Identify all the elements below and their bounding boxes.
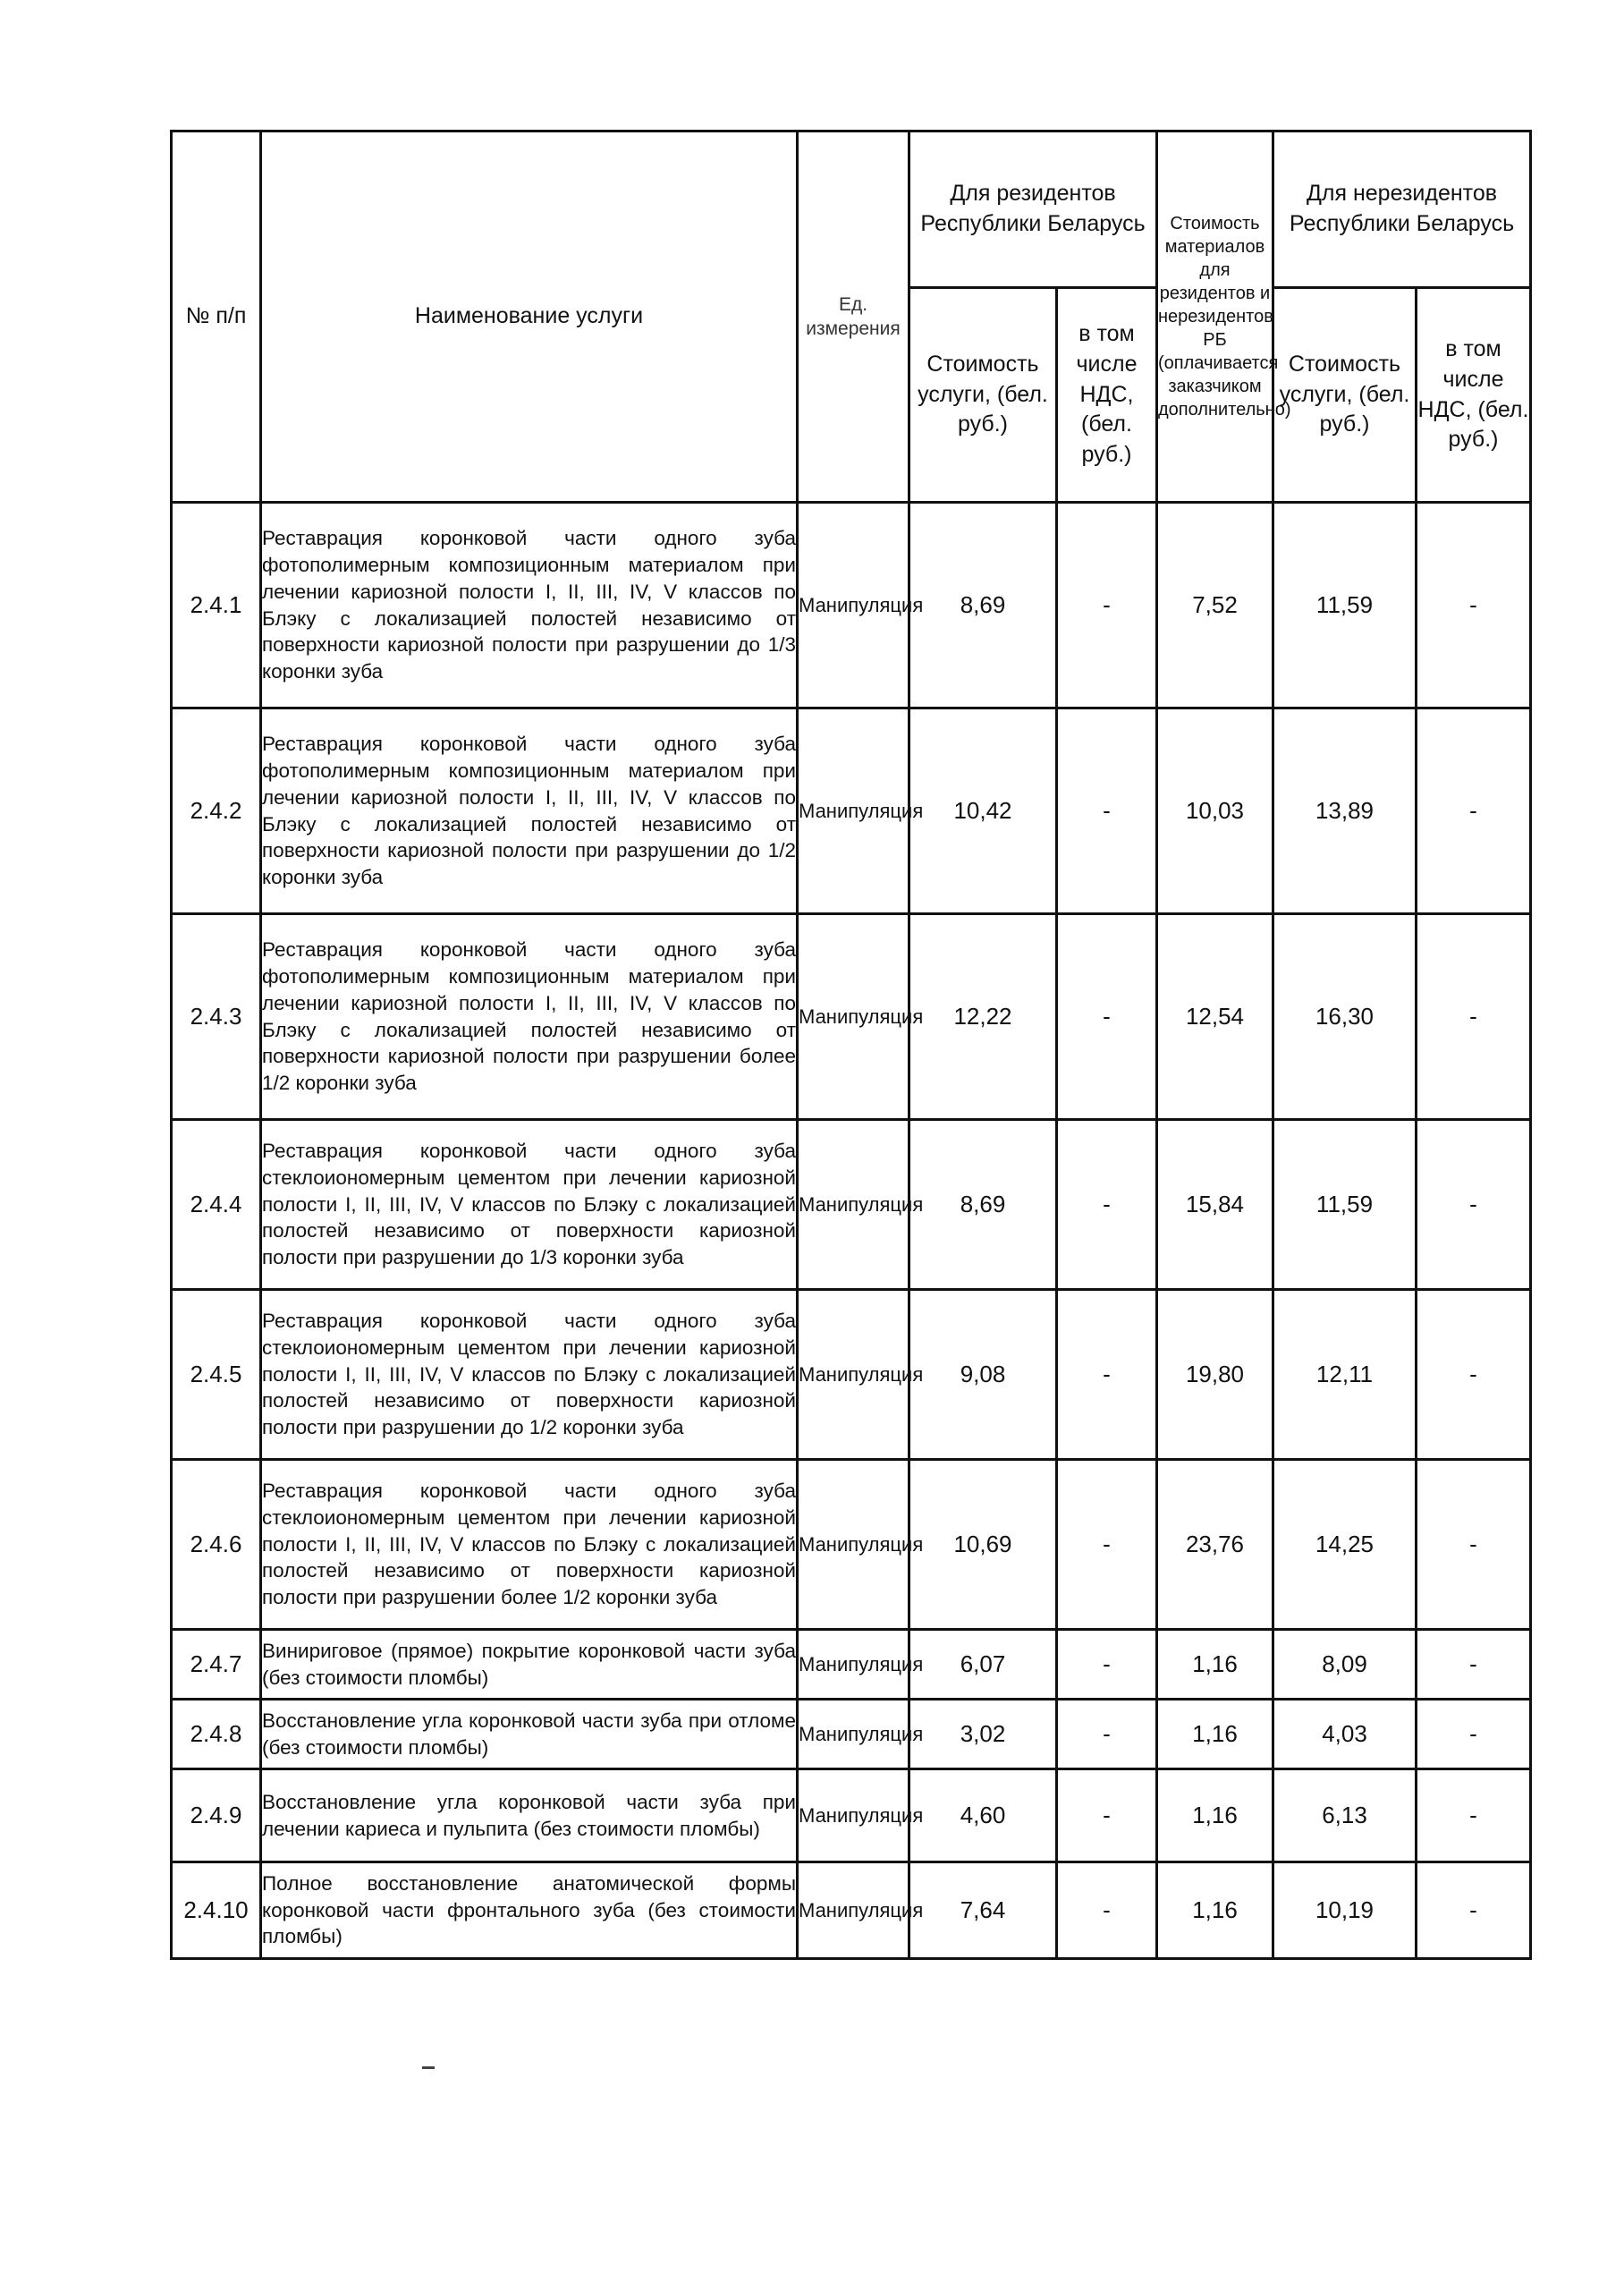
nonresident-cost: 12,11 xyxy=(1273,1290,1417,1460)
material-cost: 1,16 xyxy=(1157,1862,1273,1959)
table-row xyxy=(172,1290,1531,1460)
service-name: Восстановление угла коронковой части зуба при отломе (без стоимости пломбы) xyxy=(261,1700,798,1769)
resident-vat: - xyxy=(1057,1460,1157,1630)
unit-cell: Манипуляция xyxy=(798,503,909,708)
resident-vat: - xyxy=(1057,708,1157,914)
resident-vat: - xyxy=(1057,1290,1157,1460)
material-cost: 1,16 xyxy=(1157,1630,1273,1700)
material-cost: 7,52 xyxy=(1157,503,1273,708)
resident-cost: 8,69 xyxy=(909,503,1057,708)
nonresident-cost: 8,09 xyxy=(1273,1630,1417,1700)
table-row xyxy=(172,914,1531,1120)
service-name: Реставрация коронковой части одного зуба фотополимерным композиционным материалом при лечении кариозной полости I, II, III, IV, V классов по Блэку с локализацией полостей независимо от поверхности кариозной полости при разрушении до 1/2 коронки зуба xyxy=(261,708,798,914)
resident-cost: 10,69 xyxy=(909,1460,1057,1630)
resident-cost: 12,22 xyxy=(909,914,1057,1120)
nonresident-cost: 4,03 xyxy=(1273,1700,1417,1769)
header-name: Наименование услуги xyxy=(261,131,798,503)
row-number: 2.4.4 xyxy=(172,1120,261,1290)
header-residents-cost: Стоимость услуги, (бел. руб.) xyxy=(909,288,1057,503)
nonresident-vat: - xyxy=(1417,1120,1531,1290)
material-cost: 23,76 xyxy=(1157,1460,1273,1630)
resident-vat: - xyxy=(1057,1700,1157,1769)
header-material: Стоимость материалов для резидентов и нерезидентов РБ (оплачивается заказчиком дополнительно) xyxy=(1157,131,1273,503)
header-nonresidents-group: Для нерезидентов Республики Беларусь xyxy=(1273,131,1531,288)
row-number: 2.4.1 xyxy=(172,503,261,708)
nonresident-vat: - xyxy=(1417,708,1531,914)
nonresident-vat: - xyxy=(1417,1460,1531,1630)
service-name: Восстановление угла коронковой части зуба при лечении кариеса и пульпита (без стоимости пломбы) xyxy=(261,1769,798,1862)
header-nonresidents-cost: Стоимость услуги, (бел. руб.) xyxy=(1273,288,1417,503)
unit-cell: Манипуляция xyxy=(798,1630,909,1700)
nonresident-cost: 14,25 xyxy=(1273,1460,1417,1630)
table-row xyxy=(172,1700,1531,1769)
row-number: 2.4.3 xyxy=(172,914,261,1120)
material-cost: 10,03 xyxy=(1157,708,1273,914)
unit-cell: Манипуляция xyxy=(798,1862,909,1959)
table-row xyxy=(172,1630,1531,1700)
nonresident-vat: - xyxy=(1417,1630,1531,1700)
row-number: 2.4.8 xyxy=(172,1700,261,1769)
row-number: 2.4.10 xyxy=(172,1862,261,1959)
resident-cost: 7,64 xyxy=(909,1862,1057,1959)
service-name: Винириговое (прямое) покрытие коронковой части зуба (без стоимости пломбы) xyxy=(261,1630,798,1700)
price-table xyxy=(170,130,1532,1960)
nonresident-vat: - xyxy=(1417,503,1531,708)
resident-vat: - xyxy=(1057,503,1157,708)
resident-cost: 8,69 xyxy=(909,1120,1057,1290)
resident-vat: - xyxy=(1057,1862,1157,1959)
material-cost: 1,16 xyxy=(1157,1769,1273,1862)
nonresident-vat: - xyxy=(1417,1290,1531,1460)
row-number: 2.4.2 xyxy=(172,708,261,914)
material-cost: 19,80 xyxy=(1157,1290,1273,1460)
nonresident-cost: 16,30 xyxy=(1273,914,1417,1120)
header-residents-group: Для резидентов Республики Беларусь xyxy=(909,131,1157,288)
nonresident-cost: 6,13 xyxy=(1273,1769,1417,1862)
table-row xyxy=(172,503,1531,708)
resident-cost: 6,07 xyxy=(909,1630,1057,1700)
unit-cell: Манипуляция xyxy=(798,708,909,914)
row-number: 2.4.7 xyxy=(172,1630,261,1700)
material-cost: 12,54 xyxy=(1157,914,1273,1120)
header-unit: Ед. измерения xyxy=(798,131,909,503)
resident-vat: - xyxy=(1057,914,1157,1120)
resident-cost: 4,60 xyxy=(909,1769,1057,1862)
table-row xyxy=(172,1120,1531,1290)
header-residents-vat: в том числе НДС, (бел. руб.) xyxy=(1057,288,1157,503)
nonresident-vat: - xyxy=(1417,1862,1531,1959)
service-name: Реставрация коронковой части одного зуба стеклоиономерным цементом при лечении кариозной полости I, II, III, IV, V классов по Блэку с локализацией полостей независимо от поверхности кариозной полости при разрушении до 1/2 коронки зуба xyxy=(261,1290,798,1460)
unit-cell: Манипуляция xyxy=(798,1769,909,1862)
service-name: Реставрация коронковой части одного зуба фотополимерным композиционным материалом при лечении кариозной полости I, II, III, IV, V классов по Блэку с локализацией полостей независимо от поверхности кариозной полости при разрушении более 1/2 коронки зуба xyxy=(261,914,798,1120)
resident-cost: 3,02 xyxy=(909,1700,1057,1769)
header-num: № п/п xyxy=(172,131,261,503)
resident-cost: 10,42 xyxy=(909,708,1057,914)
nonresident-cost: 11,59 xyxy=(1273,1120,1417,1290)
material-cost: 1,16 xyxy=(1157,1700,1273,1769)
service-name: Реставрация коронковой части одного зуба стеклоиономерным цементом при лечении кариозной полости I, II, III, IV, V классов по Блэку с локализацией полостей независимо от поверхности кариозной полости при разрушении более 1/2 коронки зуба xyxy=(261,1460,798,1630)
table-row xyxy=(172,1769,1531,1862)
unit-cell: Манипуляция xyxy=(798,1700,909,1769)
resident-cost: 9,08 xyxy=(909,1290,1057,1460)
nonresident-cost: 11,59 xyxy=(1273,503,1417,708)
service-name: Реставрация коронковой части одного зуба стеклоиономерным цементом при лечении кариозной полости I, II, III, IV, V классов по Блэку с локализацией полостей независимо от поверхности кариозной полости при разрушении до 1/3 коронки зуба xyxy=(261,1120,798,1290)
nonresident-vat: - xyxy=(1417,914,1531,1120)
table-row xyxy=(172,708,1531,914)
nonresident-cost: 13,89 xyxy=(1273,708,1417,914)
unit-cell: Манипуляция xyxy=(798,1290,909,1460)
table-row xyxy=(172,1862,1531,1959)
material-cost: 15,84 xyxy=(1157,1120,1273,1290)
resident-vat: - xyxy=(1057,1769,1157,1862)
service-name: Реставрация коронковой части одного зуба фотополимерным композиционным материалом при лечении кариозной полости I, II, III, IV, V классов по Блэку с локализацией полостей независимо от поверхности кариозной полости при разрушении до 1/3 коронки зуба xyxy=(261,503,798,708)
header-row-top xyxy=(172,131,1531,288)
unit-cell: Манипуляция xyxy=(798,1460,909,1630)
table-row xyxy=(172,1460,1531,1630)
row-number: 2.4.6 xyxy=(172,1460,261,1630)
resident-vat: - xyxy=(1057,1120,1157,1290)
resident-vat: - xyxy=(1057,1630,1157,1700)
service-name: Полное восстановление анатомической формы коронковой части фронтального зуба (без стоимости пломбы) xyxy=(261,1862,798,1959)
nonresident-cost: 10,19 xyxy=(1273,1862,1417,1959)
row-number: 2.4.5 xyxy=(172,1290,261,1460)
row-number: 2.4.9 xyxy=(172,1769,261,1862)
unit-cell: Манипуляция xyxy=(798,1120,909,1290)
header-nonresidents-vat: в том числе НДС, (бел. руб.) xyxy=(1417,288,1531,503)
unit-cell: Манипуляция xyxy=(798,914,909,1120)
nonresident-vat: - xyxy=(1417,1700,1531,1769)
nonresident-vat: - xyxy=(1417,1769,1531,1862)
scan-mark xyxy=(422,2066,435,2069)
